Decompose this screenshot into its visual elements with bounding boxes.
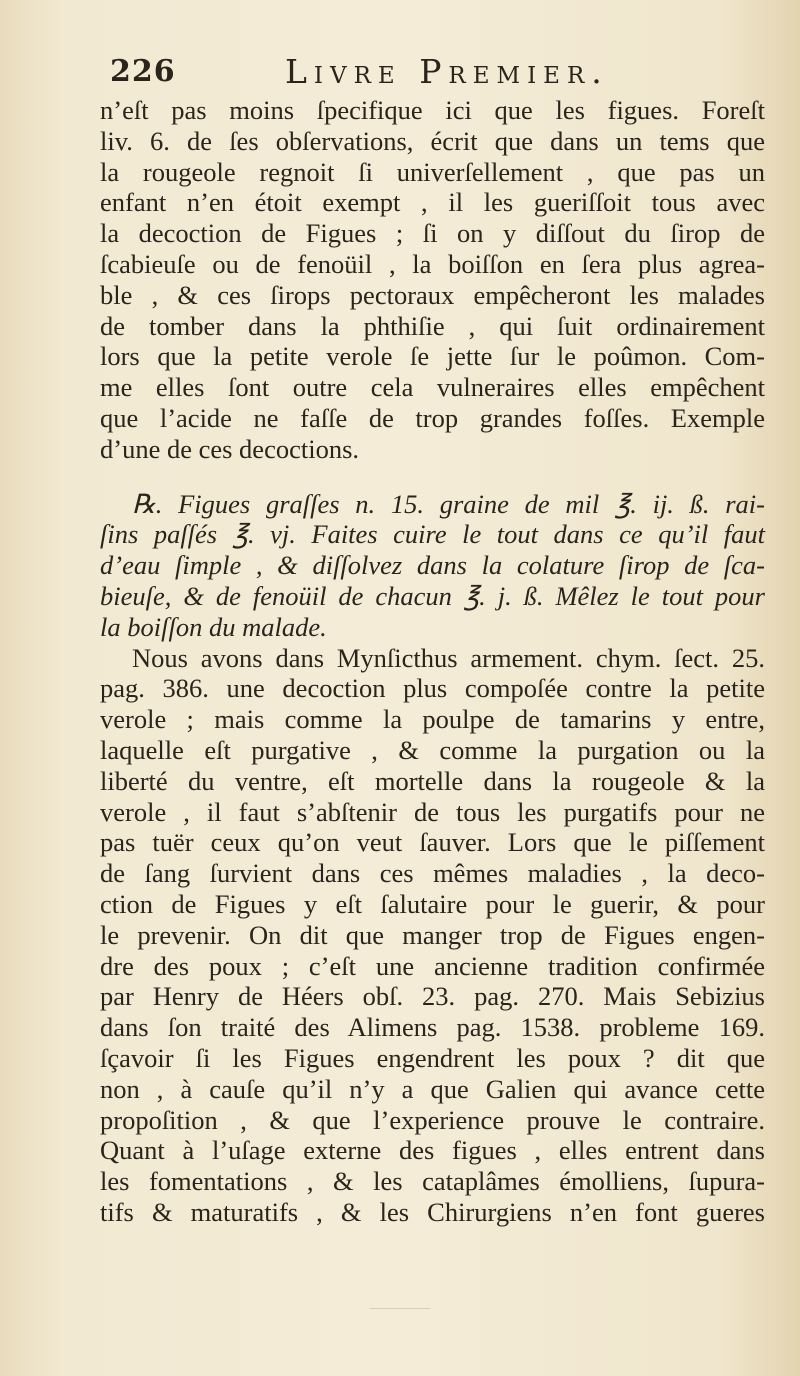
text-line: de ſang ſurvient dans ces mêmes maladies , la deco- (100, 858, 765, 889)
page-header (110, 52, 740, 96)
text-line: ſçavoir ſi les Figues engendrent les poux ? dit que (100, 1042, 765, 1073)
text-line: enfant n’en étoit exempt , il les gueriſſoit tous avec (100, 187, 765, 218)
text-line: d’une de ces decoctions. (100, 433, 360, 464)
text-line: ble , & ces ſirops pectoraux empêcheront les malades (100, 279, 765, 310)
text-line: pag. 386. une decoction plus compoſée contre la petite (100, 673, 765, 704)
text-line: la rougeole regnoit ſi univerſellement , que pas un (100, 156, 765, 187)
text-line: de tomber dans la phthiſie , qui ſuit ordinairement (100, 310, 765, 341)
text-line: ction de Figues y eſt ſalutaire pour le guerir, & pour (100, 888, 765, 919)
text-line: que l’acide ne faſſe de trop grandes foſſes. Exemple (100, 402, 765, 433)
text-line: verole , il faut s’abſtenir de tous les purgatifs pour ne (100, 796, 765, 827)
text-line: tifs & maturatifs , & les Chirurgiens n’en font gueres (100, 1196, 765, 1227)
text-line: lors que la petite verole ſe jette ſur le poûmon. Com- (100, 341, 765, 372)
text-line: liv. 6. de ſes obſervations, écrit que dans un tems que (100, 125, 765, 156)
text-line: dre des poux ; c’eſt une ancienne tradition confirmée (100, 950, 765, 981)
text-line: laquelle eſt purgative , & comme la purgation ou la (100, 734, 765, 765)
page-number: 226 (110, 54, 176, 89)
recipe-line: ℞. Figues graſſes n. 15. graine de mil ℥. ij. ß. rai- (132, 488, 765, 519)
text-line: propoſition , & que l’experience prouve le contraire. (100, 1104, 765, 1135)
text-line: pas tuër ceux qu’on veut ſauver. Lors que le piſſement (100, 827, 765, 858)
text-line: les fomentations , & les cataplâmes émolliens, ſupura- (100, 1166, 765, 1197)
recipe-line: bieuſe, & de fenoüil de chacun ℥. j. ß. Mêlez le tout pour (100, 580, 765, 611)
running-head: Livre Premier. (285, 52, 609, 91)
text-line: me elles ſont outre cela vulneraires elles empêchent (100, 372, 765, 403)
page-body (100, 95, 765, 1228)
text-line: n’eſt pas moins ſpecifique ici que les figues. Foreſt (100, 95, 765, 125)
text-line: Nous avons dans Mynſicthus armement. chym. ſect. 25. (132, 642, 765, 673)
text-line: la decoction de Figues ; ſi on y diſſout du ſirop de (100, 218, 765, 249)
text-line: dans ſon traité des Alimens pag. 1538. probleme 169. (100, 1012, 765, 1043)
recipe-line: ſins paſſés ℥. vj. Faites cuire le tout dans ce qu’il faut (100, 519, 765, 550)
text-line: verole ; mais comme la poulpe de tamarins y entre, (100, 704, 765, 735)
recipe-line: la boiſſon du malade. (100, 611, 327, 642)
recipe-line: d’eau ſimple , & diſſolvez dans la colature ſirop de ſca- (100, 550, 765, 581)
text-line: ſcabieuſe ou de fenoüil , la boiſſon en ſera plus agrea- (100, 248, 765, 279)
text-line: le prevenir. On dit que manger trop de Figues engen- (100, 919, 765, 950)
text-line: Quant à l’uſage externe des figues , elles entrent dans (100, 1135, 765, 1166)
paragraph-gap (100, 465, 765, 489)
text-line: par Henry de Héers obſ. 23. pag. 270. Mais Sebizius (100, 981, 765, 1012)
text-line: liberté du ventre, eſt mortelle dans la rougeole & la (100, 765, 765, 796)
ink-smudge (370, 1300, 430, 1309)
text-line: non , à cauſe qu’il n’y a que Galien qui avance cette (100, 1073, 765, 1104)
